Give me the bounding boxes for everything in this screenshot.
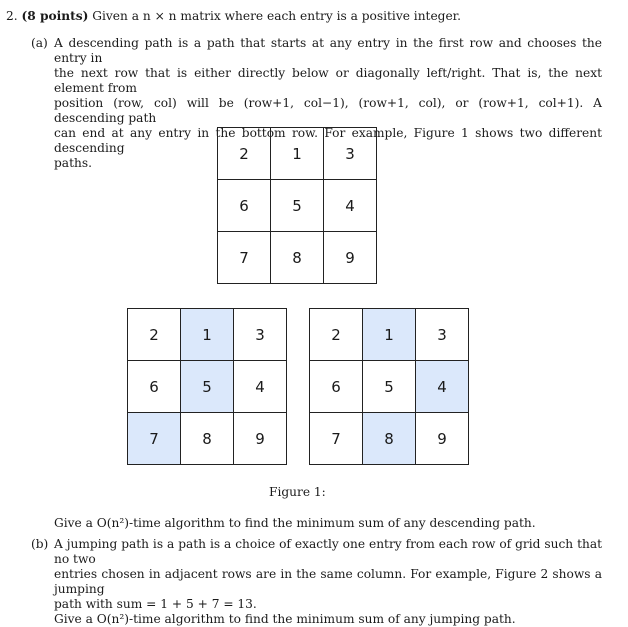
part-a-line: paths. [54,156,92,170]
problem-intro: Given a n × n matrix where each entry is a positive integer. [92,9,462,23]
matrix-cell-highlighted: 8 [363,413,416,465]
matrix-cell: 2 [218,128,271,180]
matrix-cell: 7 [218,232,271,284]
matrix-cell: 1 [271,128,324,180]
matrix-cell: 6 [310,361,363,413]
part-b-line: A jumping path is a path is a choice of exactly one entry from each row of grid such that no two [54,537,602,566]
matrix-row [128,309,287,361]
part-b-line: Give a O(n²)-time algorithm to find the minimum sum of any jumping path. [54,612,516,626]
part-a-line: can end at any entry in the bottom row. For example, Figure 1 shows two different descending [54,126,602,155]
matrix-cell: 2 [310,309,363,361]
problem-header [6,9,461,24]
matrix-path-right [309,308,469,465]
matrix-path-left [127,308,287,465]
matrix-cell: 8 [181,413,234,465]
matrix-cell: 9 [234,413,287,465]
matrix-cell: 5 [271,180,324,232]
matrix-cell-highlighted: 1 [363,309,416,361]
matrix-row [128,413,287,465]
matrix-cell: 8 [271,232,324,284]
part-a-question: Give a O(n²)-time algorithm to find the minimum sum of any descending path. [54,516,536,530]
matrix-cell: 9 [324,232,377,284]
part-b-line: path with sum = 1 + 5 + 7 = 13. [54,597,257,611]
matrix-cell: 6 [218,180,271,232]
part-b-text [54,537,602,627]
matrix-cell: 6 [128,361,181,413]
matrix-cell-highlighted: 7 [128,413,181,465]
part-b-line: entries chosen in adjacent rows are in the same column. For example, Figure 2 shows a jumping [54,567,602,596]
figure-caption: Figure 1: [269,485,326,499]
problem-number: 2. [6,9,18,23]
matrix-cell-highlighted: 4 [416,361,469,413]
part-a-label: (a) [31,36,48,50]
matrix-cell: 9 [416,413,469,465]
matrix-cell-highlighted: 1 [181,309,234,361]
matrix-cell: 7 [310,413,363,465]
matrix-row [218,180,377,232]
matrix-row [128,361,287,413]
matrix-row [218,128,377,180]
part-b-label: (b) [31,537,49,551]
matrix-row [218,232,377,284]
matrix-cell: 3 [416,309,469,361]
part-a-line: position (row, col) will be (row+1, col−1), (row+1, col), or (row+1, col+1). A descending path [54,96,602,125]
matrix-row [310,361,469,413]
matrix-cell: 5 [363,361,416,413]
matrix-cell: 4 [324,180,377,232]
matrix-row [310,309,469,361]
problem-points: (8 points) [21,9,89,23]
part-a-line: A descending path is a path that starts at any entry in the first row and chooses the entry in [54,36,602,65]
matrix-cell: 3 [234,309,287,361]
matrix-cell: 3 [324,128,377,180]
matrix-row [310,413,469,465]
part-a-line: the next row that is either directly below or diagonally left/right. That is, the next element from [54,66,602,95]
matrix-cell: 2 [128,309,181,361]
matrix-top [217,127,377,284]
matrix-cell-highlighted: 5 [181,361,234,413]
matrix-cell: 4 [234,361,287,413]
